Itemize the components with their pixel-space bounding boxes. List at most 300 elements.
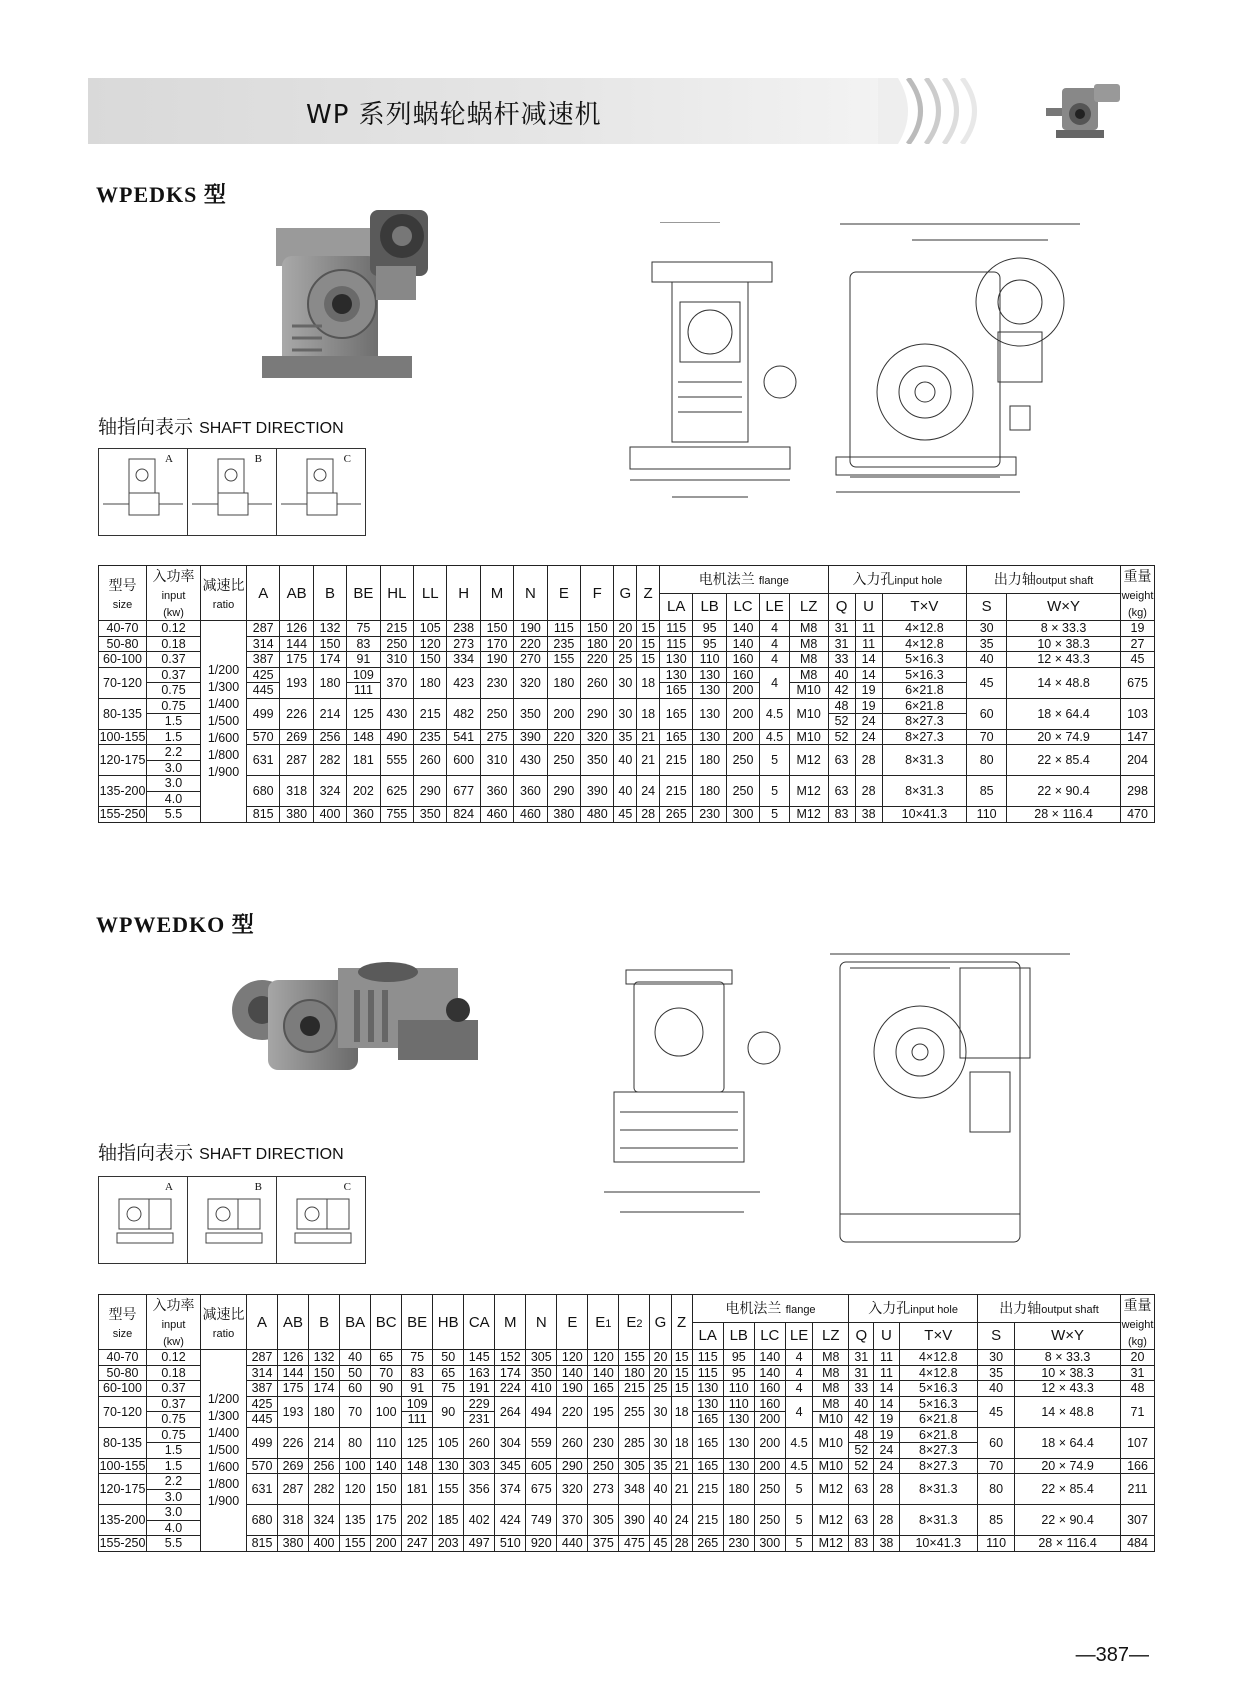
table-cell: 155 xyxy=(340,1536,371,1552)
table-cell: 40 xyxy=(650,1505,671,1536)
table-cell: 31 xyxy=(1121,1365,1155,1381)
table-row xyxy=(99,636,1155,652)
header-stripes xyxy=(878,78,1008,144)
table-cell: 490 xyxy=(380,729,413,745)
table-cell: 28 xyxy=(671,1536,692,1552)
wpwedko-product-photo xyxy=(228,950,490,1088)
table-cell: 22 × 90.4 xyxy=(1007,776,1121,807)
table-cell: 40 xyxy=(340,1350,371,1366)
table-cell: 50-80 xyxy=(99,1365,147,1381)
table-cell: 150 xyxy=(313,636,346,652)
table-cell: 4×12.8 xyxy=(899,1365,978,1381)
table-cell: 110 xyxy=(723,1396,754,1412)
table-cell: 70-120 xyxy=(99,1396,147,1427)
table-cell: 226 xyxy=(280,698,313,729)
table-cell: M12 xyxy=(813,1474,849,1505)
table-cell: 300 xyxy=(754,1536,785,1552)
table-cell: 445 xyxy=(247,1412,278,1428)
table-cell: 287 xyxy=(247,621,280,637)
table-cell: 15 xyxy=(637,652,660,668)
table-cell: 430 xyxy=(514,745,547,776)
table-cell: 499 xyxy=(247,1427,278,1458)
table-cell: 559 xyxy=(526,1427,557,1458)
table-cell: 24 xyxy=(874,1443,899,1459)
table-cell: 4 xyxy=(785,1365,812,1381)
table-cell: 52 xyxy=(828,729,855,745)
table-cell: 290 xyxy=(547,776,580,807)
table-cell: 380 xyxy=(280,807,313,823)
shaft-option-a: A xyxy=(99,1177,188,1263)
table-cell: 140 xyxy=(588,1365,619,1381)
table-cell: 193 xyxy=(280,667,313,698)
table-cell: 165 xyxy=(660,698,693,729)
table-cell: 155 xyxy=(547,652,580,668)
table-cell: 135-200 xyxy=(99,776,147,807)
table-cell: 48 xyxy=(828,698,855,714)
table-cell: 425 xyxy=(247,1396,278,1412)
table-cell: 148 xyxy=(402,1458,433,1474)
table-cell: 0.75 xyxy=(147,683,201,699)
table-cell: 345 xyxy=(495,1458,526,1474)
table-cell: 40 xyxy=(978,1381,1015,1397)
table-row xyxy=(99,1396,1155,1412)
table-cell: 8×31.3 xyxy=(899,1474,978,1505)
table-cell: 5 xyxy=(785,1536,812,1552)
table-cell: M8 xyxy=(789,636,828,652)
table-cell: 190 xyxy=(480,652,513,668)
table-cell: 120 xyxy=(588,1350,619,1366)
table-cell: 115 xyxy=(692,1350,723,1366)
table-cell: 8×31.3 xyxy=(882,745,967,776)
table-cell: 83 xyxy=(347,636,380,652)
table-cell: 155 xyxy=(433,1474,464,1505)
table-cell: 570 xyxy=(247,729,280,745)
table-cell: 35 xyxy=(614,729,637,745)
table-cell: 211 xyxy=(1121,1474,1155,1505)
table-cell: 180 xyxy=(693,776,726,807)
table-cell: 4 xyxy=(760,636,790,652)
table-cell: 140 xyxy=(726,636,759,652)
table-cell: 18 xyxy=(671,1427,692,1458)
table-cell: 160 xyxy=(726,667,759,683)
table-cell: 4 xyxy=(760,667,790,698)
table-cell: 180 xyxy=(581,636,614,652)
table-cell: 307 xyxy=(1121,1505,1155,1536)
table-cell: 95 xyxy=(723,1350,754,1366)
table-cell: 387 xyxy=(247,652,280,668)
table-cell: 35 xyxy=(650,1458,671,1474)
table-cell: 31 xyxy=(828,636,855,652)
table-cell: 273 xyxy=(447,636,480,652)
table-cell: 320 xyxy=(581,729,614,745)
table-cell: 380 xyxy=(547,807,580,823)
table-cell: 30 xyxy=(614,667,637,698)
table-cell: 190 xyxy=(514,621,547,637)
table-cell: 20 × 74.9 xyxy=(1015,1458,1121,1474)
table-cell: 675 xyxy=(526,1474,557,1505)
table-cell: 269 xyxy=(280,729,313,745)
table-cell: 390 xyxy=(514,729,547,745)
table-cell: 220 xyxy=(547,729,580,745)
shaft-option-a: A xyxy=(99,449,188,535)
table-cell: 24 xyxy=(874,1458,899,1474)
table-cell: M8 xyxy=(789,652,828,668)
table-cell: 135 xyxy=(340,1505,371,1536)
table-cell: 28 xyxy=(855,776,882,807)
table-cell: 200 xyxy=(726,683,759,699)
table-cell: 60-100 xyxy=(99,652,147,668)
table-cell: 484 xyxy=(1121,1536,1155,1552)
table-cell: 165 xyxy=(692,1458,723,1474)
table-cell: 19 xyxy=(1121,621,1155,637)
table-cell: 125 xyxy=(402,1427,433,1458)
table-cell: 45 xyxy=(650,1536,671,1552)
table-cell: 250 xyxy=(726,776,759,807)
table-cell: 256 xyxy=(313,729,346,745)
table-cell: 1.5 xyxy=(147,1443,201,1459)
table-cell: 5×16.3 xyxy=(882,667,967,683)
table-cell: 14 xyxy=(874,1381,899,1397)
table-cell: 130 xyxy=(660,667,693,683)
table-cell: 163 xyxy=(464,1365,495,1381)
table-cell: 30 xyxy=(978,1350,1015,1366)
table-cell: 40 xyxy=(614,776,637,807)
table-cell: 445 xyxy=(247,683,280,699)
table-cell: 482 xyxy=(447,698,480,729)
table-cell: 90 xyxy=(433,1396,464,1427)
table-cell: 180 xyxy=(723,1474,754,1505)
table-cell: 920 xyxy=(526,1536,557,1552)
table-cell: 203 xyxy=(433,1536,464,1552)
table-cell: 144 xyxy=(280,636,313,652)
table-cell: 70-120 xyxy=(99,667,147,698)
table-cell: 247 xyxy=(402,1536,433,1552)
table-cell: 100-155 xyxy=(99,729,146,744)
table-cell: 95 xyxy=(723,1365,754,1381)
table-row xyxy=(99,1536,1155,1552)
table-cell: 318 xyxy=(280,776,313,807)
section1-shaft-diagram xyxy=(98,448,366,536)
table-cell: 250 xyxy=(588,1458,619,1474)
table-cell: 2.2 xyxy=(147,745,201,761)
table-cell: 18 xyxy=(637,698,660,729)
table-cell: 15 xyxy=(671,1365,692,1381)
table-cell: 90 xyxy=(371,1381,402,1397)
table-row xyxy=(99,667,1155,683)
table-cell: 100-155 xyxy=(99,1458,146,1473)
table-cell: 155 xyxy=(619,1350,650,1366)
table-cell: 250 xyxy=(480,698,513,729)
table-cell: 18 xyxy=(637,667,660,698)
table-cell: M10 xyxy=(789,729,828,745)
table-cell: 14 × 48.8 xyxy=(1007,667,1121,698)
shaft-option-b: B xyxy=(188,1177,277,1263)
table-cell: 40-70 xyxy=(99,1350,147,1366)
table-cell: 33 xyxy=(849,1381,874,1397)
table-cell: 555 xyxy=(380,745,413,776)
table-cell: 10×41.3 xyxy=(882,807,967,823)
table-cell: 631 xyxy=(247,745,280,776)
table-cell: 260 xyxy=(557,1427,588,1458)
table-cell: 180 xyxy=(414,667,447,698)
table-cell: 140 xyxy=(371,1458,402,1474)
table-cell: 20 xyxy=(650,1350,671,1366)
table-cell: 80-135 xyxy=(99,698,147,729)
table-cell: 815 xyxy=(247,807,280,823)
table-cell: 5.5 xyxy=(147,1536,201,1552)
table-cell: 11 xyxy=(855,621,882,637)
shaft-option-c: C xyxy=(277,1177,365,1263)
table-cell: 215 xyxy=(692,1505,723,1536)
table-cell: 400 xyxy=(309,1536,340,1552)
table-cell: 304 xyxy=(495,1427,526,1458)
table-cell: 50 xyxy=(433,1350,464,1366)
table-cell: 22 × 85.4 xyxy=(1015,1474,1121,1505)
table-cell: 193 xyxy=(278,1396,309,1427)
table-cell: 52 xyxy=(849,1458,874,1474)
table-cell: 83 xyxy=(828,807,855,823)
table-cell: 310 xyxy=(480,745,513,776)
table-row xyxy=(99,1505,1155,1521)
table-cell: 4.5 xyxy=(785,1427,812,1458)
table-cell: 5.5 xyxy=(147,807,201,823)
table-cell: 60 xyxy=(967,698,1007,729)
table-cell: 3.0 xyxy=(147,1489,201,1505)
table-cell: 91 xyxy=(402,1381,433,1397)
table-cell: 320 xyxy=(514,667,547,698)
table-cell: 14 xyxy=(855,652,882,668)
table-cell: 170 xyxy=(480,636,513,652)
table-cell: 30 xyxy=(614,698,637,729)
table-cell: 152 xyxy=(495,1350,526,1366)
table-cell: 180 xyxy=(547,667,580,698)
table-cell: 510 xyxy=(495,1536,526,1552)
table-cell: 260 xyxy=(414,745,447,776)
table-cell: 255 xyxy=(619,1396,650,1427)
table-cell: 305 xyxy=(619,1458,650,1474)
table-cell: 264 xyxy=(495,1396,526,1427)
table-cell: 22 × 90.4 xyxy=(1015,1505,1121,1536)
table-row xyxy=(99,1474,1155,1490)
table-cell: 80 xyxy=(340,1427,371,1458)
table-cell: 19 xyxy=(874,1427,899,1443)
table-cell: 494 xyxy=(526,1396,557,1427)
table-cell: 83 xyxy=(849,1536,874,1552)
table-cell: 380 xyxy=(278,1536,309,1552)
table-cell: M10 xyxy=(789,683,828,699)
table-cell: 31 xyxy=(828,621,855,637)
table-cell: 65 xyxy=(433,1365,464,1381)
table-cell: 224 xyxy=(495,1381,526,1397)
table-cell: 0.37 xyxy=(147,1396,201,1412)
table-cell: 130 xyxy=(693,683,726,699)
table-cell: 265 xyxy=(660,807,693,823)
table-cell: 3.0 xyxy=(147,760,201,776)
table-cell: 70 xyxy=(340,1396,371,1427)
table-cell: 220 xyxy=(581,652,614,668)
table-cell: M10 xyxy=(813,1412,849,1428)
table-cell: 269 xyxy=(278,1458,309,1474)
table-cell: 8×27.3 xyxy=(882,729,967,745)
table-cell: 287 xyxy=(280,745,313,776)
table-cell: 25 xyxy=(650,1381,671,1397)
table-cell: 24 xyxy=(637,776,660,807)
table-cell: 370 xyxy=(557,1505,588,1536)
table-cell: 14 xyxy=(874,1396,899,1412)
table-cell: 5 xyxy=(760,807,790,823)
table-cell: 230 xyxy=(693,807,726,823)
table-cell: 48 xyxy=(849,1427,874,1443)
page-title: WP 系列蜗轮蜗杆减速机 xyxy=(306,100,602,130)
table-cell: 40-70 xyxy=(99,621,147,637)
table-cell: 0.37 xyxy=(147,1381,201,1397)
table-row xyxy=(99,776,1155,792)
table-cell: 126 xyxy=(278,1350,309,1366)
table-cell: 130 xyxy=(433,1458,464,1474)
table-cell: 1/200 1/300 1/400 1/500 1/600 1/800 1/900 xyxy=(201,621,247,823)
table-cell: 410 xyxy=(526,1381,557,1397)
shaft-option-c: C xyxy=(277,449,365,535)
table-cell: 140 xyxy=(754,1365,785,1381)
table-cell: 320 xyxy=(557,1474,588,1505)
table-cell: 24 xyxy=(855,714,882,730)
table-cell: 65 xyxy=(371,1350,402,1366)
table-cell: 130 xyxy=(693,667,726,683)
wpedks-dimension-drawing xyxy=(600,222,1160,542)
section2-title: WPWEDKO 型 xyxy=(96,912,255,937)
table-cell: 680 xyxy=(247,1505,278,1536)
table-cell: 12 × 43.3 xyxy=(1007,652,1121,668)
table-cell: M8 xyxy=(813,1381,849,1397)
table-cell: 303 xyxy=(464,1458,495,1474)
table-cell: 63 xyxy=(828,776,855,807)
table-cell: 314 xyxy=(247,636,280,652)
table-cell: 28 xyxy=(637,807,660,823)
table-cell: 180 xyxy=(309,1396,340,1427)
table-cell: 334 xyxy=(447,652,480,668)
table-cell: 155-250 xyxy=(99,1536,146,1551)
table-cell: 155-250 xyxy=(99,807,146,822)
table-cell: 105 xyxy=(433,1427,464,1458)
table-cell: 260 xyxy=(464,1427,495,1458)
table-cell: M12 xyxy=(813,1536,849,1552)
table-cell: 4.0 xyxy=(147,1520,201,1536)
table-cell: 282 xyxy=(309,1474,340,1505)
table-cell: 6×21.8 xyxy=(882,683,967,699)
table-cell: 314 xyxy=(247,1365,278,1381)
table-cell: 749 xyxy=(526,1505,557,1536)
table-cell: 200 xyxy=(754,1427,785,1458)
table-row xyxy=(99,1381,1155,1397)
table-cell: 166 xyxy=(1121,1458,1155,1474)
table-cell: 111 xyxy=(347,683,380,699)
table-cell: 8×27.3 xyxy=(899,1458,978,1474)
table-cell: 290 xyxy=(581,698,614,729)
table-cell: 132 xyxy=(313,621,346,637)
table-cell: 4.5 xyxy=(760,698,790,729)
table-cell: 5 xyxy=(785,1474,812,1505)
table-cell: 204 xyxy=(1121,745,1155,776)
table-cell: 499 xyxy=(247,698,280,729)
table-cell: 38 xyxy=(855,807,882,823)
table-cell: 300 xyxy=(726,807,759,823)
table-cell: 150 xyxy=(480,621,513,637)
table-cell: 815 xyxy=(247,1536,278,1552)
table-cell: 42 xyxy=(849,1412,874,1428)
table-cell: 191 xyxy=(464,1381,495,1397)
section1-title: WPEDKS 型 xyxy=(96,182,227,207)
table-cell: 387 xyxy=(247,1381,278,1397)
table-cell: 24 xyxy=(855,729,882,745)
table-cell: 214 xyxy=(313,698,346,729)
section1-shaft-label: 轴指向表示 SHAFT DIRECTION xyxy=(98,416,344,438)
table-cell: 14 xyxy=(855,667,882,683)
table-cell: 350 xyxy=(526,1365,557,1381)
table-cell: 200 xyxy=(754,1412,785,1428)
table-cell: 250 xyxy=(380,636,413,652)
table-cell: 48 xyxy=(1121,1381,1155,1397)
table-cell: 375 xyxy=(588,1536,619,1552)
table-cell: 132 xyxy=(309,1350,340,1366)
table-cell: 250 xyxy=(754,1474,785,1505)
table-cell: 21 xyxy=(671,1458,692,1474)
table-cell: 0.12 xyxy=(147,1350,201,1366)
table-cell: 60 xyxy=(978,1427,1015,1458)
table-cell: 324 xyxy=(309,1505,340,1536)
table-cell: 15 xyxy=(671,1381,692,1397)
table-cell: 202 xyxy=(402,1505,433,1536)
table-cell: 45 xyxy=(967,667,1007,698)
table-cell: 200 xyxy=(726,729,759,745)
table-cell: 285 xyxy=(619,1427,650,1458)
page-header xyxy=(88,78,1154,144)
table-cell: 11 xyxy=(855,636,882,652)
table-cell: M8 xyxy=(789,667,828,683)
table-cell: 130 xyxy=(693,729,726,745)
table-cell: 0.18 xyxy=(147,636,201,652)
table-cell: 105 xyxy=(414,621,447,637)
table-cell: 402 xyxy=(464,1505,495,1536)
table-row xyxy=(99,729,1155,745)
table-cell: 175 xyxy=(280,652,313,668)
table-cell: 21 xyxy=(637,729,660,745)
table-cell: M12 xyxy=(789,745,828,776)
table-cell: 40 xyxy=(849,1396,874,1412)
header-product-thumbnail xyxy=(1024,78,1154,144)
table-cell: 5 xyxy=(760,776,790,807)
table-cell: 140 xyxy=(726,621,759,637)
table-cell: 570 xyxy=(247,1458,278,1474)
table-cell: 60 xyxy=(340,1381,371,1397)
table-cell: 14 × 48.8 xyxy=(1015,1396,1121,1427)
table-cell: 275 xyxy=(480,729,513,745)
table-cell: 165 xyxy=(692,1427,723,1458)
table-cell: 287 xyxy=(278,1474,309,1505)
table-row xyxy=(99,1427,1155,1443)
table-cell: 75 xyxy=(347,621,380,637)
table-cell: M8 xyxy=(789,621,828,637)
table-cell: 6×21.8 xyxy=(882,698,967,714)
table-cell: 120-175 xyxy=(99,1474,147,1505)
table-cell: 8×27.3 xyxy=(899,1443,978,1459)
table-cell: 4.5 xyxy=(760,729,790,745)
table-cell: 91 xyxy=(347,652,380,668)
table-row xyxy=(99,1458,1155,1474)
table-cell: 215 xyxy=(414,698,447,729)
table-cell: 20 xyxy=(1121,1350,1155,1366)
table-cell: 4.5 xyxy=(785,1458,812,1474)
table-cell: 11 xyxy=(874,1365,899,1381)
